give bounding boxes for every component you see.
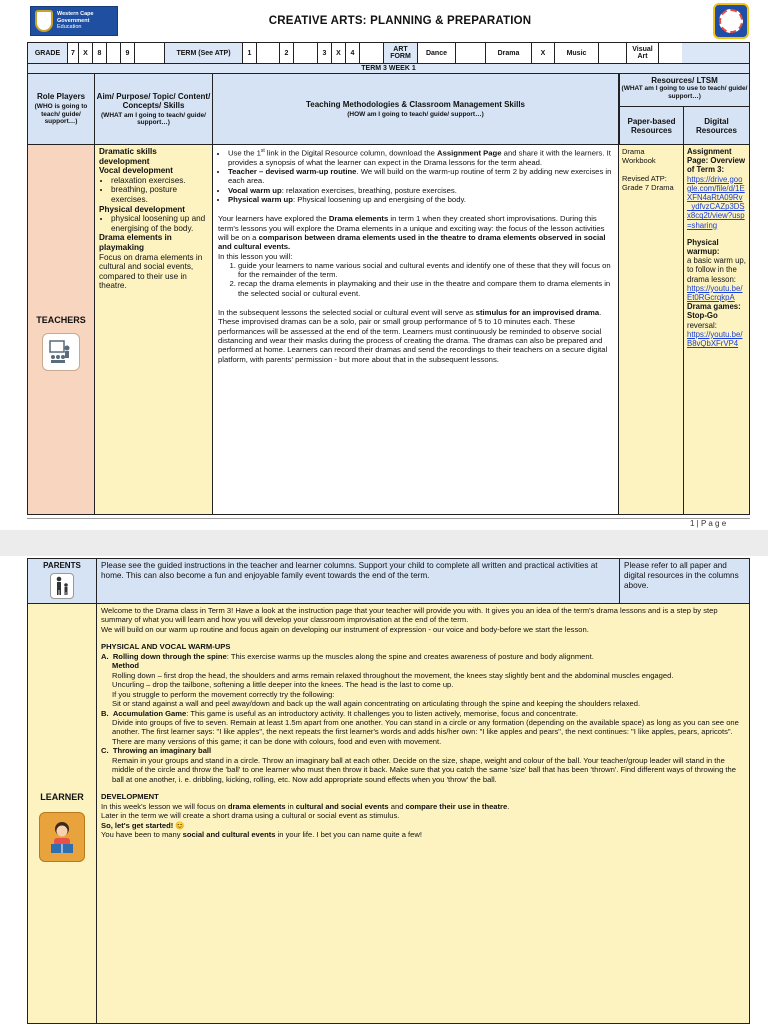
- aim-title: Aim/ Purpose/ Topic/ Content/ Concepts/ Skills: [96, 91, 211, 110]
- term-label: TERM (See ATP): [165, 43, 243, 63]
- development-line-1: In this week's lesson we will focus on drama elements in cultural and social events and compare their use in theatre.: [101, 801, 510, 811]
- physical-list: [111, 214, 208, 233]
- grade-9-mark: [135, 43, 165, 63]
- logo-line-1: Western Cape: [57, 11, 94, 18]
- methodology-sub: (HOW am I going to teach/ guide/ support…): [347, 110, 484, 118]
- paper-resources-cell: [619, 145, 684, 515]
- art-form-dance: Dance: [418, 43, 456, 63]
- methodology-content-cell: [213, 145, 619, 515]
- western-cape-logo: [30, 6, 118, 36]
- document-title: CREATIVE ARTS: PLANNING & PREPARATION: [268, 15, 532, 27]
- list-item: • Teacher – devised warm-up routine. We will build on the warm-up routine of term 2 by adding new exercises in each area.: [228, 167, 613, 186]
- art-form-drama-mark: X: [532, 43, 555, 63]
- term-4-mark: [360, 43, 384, 63]
- term-4: 4: [346, 43, 360, 63]
- art-form-music: Music: [555, 43, 599, 63]
- art-form-visual-art-mark: [659, 43, 682, 63]
- learner-instructions: [97, 604, 750, 1024]
- term-3-mark: X: [332, 43, 346, 63]
- parents-label: PARENTS: [43, 561, 81, 570]
- logo-line-3: Education: [57, 24, 82, 31]
- term-1: 1: [243, 43, 257, 63]
- methodology-title: Teaching Methodologies & Classroom Management Skills: [305, 99, 525, 109]
- methodology-paragraph-1: Your learners have explored the Drama elements in term 1 when they created short improvisations. During this term's lessons you will explore the Drama elements in a unique and exciting way: the focus of the lesson activities will be on a comparison between drama elements used in the theatre to drama elements observed in social and cultural events.: [218, 214, 606, 252]
- grade-7-mark: X: [79, 43, 93, 63]
- art-form-drama: Drama: [486, 43, 532, 63]
- method-line: Uncurling – drop the tailbone, softening a little deeper into the knees. The head is the last to come up.: [112, 680, 454, 690]
- teachers-role-cell: [27, 145, 95, 515]
- page-2: [0, 556, 768, 1024]
- grade-8: 8: [93, 43, 107, 63]
- parents-instructions: Please see the guided instructions in the teacher and learner columns. Support your child to complete all written and practical activities at home. This can also become a fun and enjoyable family event towards the end of the term.: [97, 558, 620, 604]
- art-form-music-mark: [599, 43, 627, 63]
- aim-body: Focus on drama elements in cultural and social events, compared to their use in theatre.: [99, 252, 203, 291]
- crest-icon: [35, 10, 53, 32]
- page-gap: [0, 530, 768, 556]
- reading-learner-icon: [39, 812, 85, 862]
- aim-sub: (WHAT am I going to teach/ guide/ support…): [101, 111, 206, 126]
- methodology-bullets: [228, 147, 613, 204]
- game-line: There are many versions of this game; it can be done with colours, food and even with movement.: [112, 736, 442, 746]
- paper-resource-atp: Revised ATP: Grade 7 Drama: [622, 174, 674, 192]
- resources-header: [619, 74, 750, 107]
- role-players-header: [27, 74, 95, 145]
- games-video-link[interactable]: https://youtu.be/B8vQbXFrVP4: [687, 329, 743, 349]
- term-2: 2: [280, 43, 294, 63]
- list-item: • Vocal warm up: relaxation exercises, breathing, posture exercises.: [228, 186, 613, 195]
- method-heading: Method: [112, 661, 139, 671]
- digital-resources-header: Digital Resources: [684, 107, 750, 145]
- warmup-video-link[interactable]: https://youtu.be/Et0RGcrqkpA: [687, 283, 743, 303]
- game-line: Divide into groups of five to seven. Remain at least 1.5m apart from one another. You can stand in a circle or any formation (depending on the available space) as long as you can see one another. The first learner says: "I like apples", the next repeats the first learner's words and adds his/her own: "I like apples and pears", the next continues: "I like apples, pears, apricots".: [112, 717, 739, 737]
- grade-9: 9: [121, 43, 135, 63]
- learner-label: LEARNER: [40, 792, 84, 802]
- aim-heading-dramatic-skills: Dramatic skills development: [99, 147, 157, 166]
- learner-role-cell: [27, 604, 97, 1024]
- parents-resources: Please refer to all paper and digital resources in the columns above.: [620, 558, 750, 604]
- parents-role-cell: [27, 558, 97, 604]
- art-form-dance-mark: [456, 43, 486, 63]
- digital-games-heading: Drama games: Stop-Go: [687, 302, 741, 321]
- parent-child-icon: [50, 573, 74, 599]
- aim-content-cell: [95, 145, 213, 515]
- warmup-c: C. Throwing an imaginary ball: [101, 746, 212, 756]
- methodology-paragraph-2: In the subsequent lessons the selected social or cultural event will serve as stimulus for an improvised drama. These improvised dramas can be a solo, pair or small group performance of 5 to 10 minutes each. These performances will be assessed at the end of the term. Learners must continuously be reminded to observe social distancing and wear their masks during the process of creating the drama. The dramas can also be prepared and performed at home. Learners can record their dramas and send the recordings to their teachers on a secure digital platform, with parents' permission - but more about that in the subsequent lessons.: [218, 308, 608, 364]
- list-item: • Physical warm up: Physical loosening up and energising of the body.: [228, 195, 613, 204]
- resources-sub: (WHAT am I going to use to teach/ guide/ support…): [621, 85, 748, 100]
- list-item: 2. recap the drama elements in playmaking and their use in the theatre and compare them to drama elements in the selected social or cultural event.: [238, 279, 613, 298]
- methodology-header: [213, 74, 619, 145]
- role-players-sub: (WHO is going to teach/ guide/ support…): [34, 103, 88, 126]
- list-item: 1. guide your learners to name various social and cultural events and identify one of these that they will focus on for the remainder of the term.: [238, 261, 613, 280]
- digital-resources-cell: [684, 145, 750, 515]
- grade-label: GRADE: [28, 43, 68, 63]
- teacher-board-icon: [42, 333, 80, 371]
- lesson-steps: [238, 261, 613, 298]
- method-line: Rolling down – first drop the head, the shoulders and arms remain relaxed throughout the movement, the knees stay slightly bent and the abdominal muscles engaged.: [112, 670, 674, 680]
- list-item: • relaxation exercises.: [111, 176, 208, 186]
- header-row: [27, 42, 750, 64]
- warmups-heading: PHYSICAL AND VOCAL WARM-UPS: [101, 642, 231, 652]
- warmup-b: B. Accumulation Game: This game is useful as an introductory activity. It challenges you to listen actively, memorise, focus and concentrate.: [101, 708, 578, 718]
- term-2-mark: [294, 43, 318, 63]
- learner-intro-2: We will build on our warm up routine and focus again on developing our instrument of expression - our voice and body-before we start the lesson.: [101, 624, 589, 634]
- aim-header: [95, 74, 213, 145]
- term-1-mark: [257, 43, 280, 63]
- footer-divider: [27, 518, 750, 519]
- aim-heading-physical: Physical development: [99, 204, 186, 214]
- method-line: If you struggle to perform the movement correctly try the following:: [112, 689, 335, 699]
- learner-intro-1: Welcome to the Drama class in Term 3! Have a look at the instruction page that your teacher will provide you with. It gives you an idea of the term's drama lessons and is a step by step summary of what you will learn and how you will develop your classroom improvisation at the end of the term.: [101, 606, 718, 625]
- development-line-2: Later in the term we will create a short drama using a cultural or social event as stimulus.: [101, 811, 400, 821]
- quality-learning-logo: [713, 3, 749, 39]
- digital-warmup-heading: Physical warmup:: [687, 237, 720, 257]
- term-3: 3: [318, 43, 332, 63]
- assignment-page-link[interactable]: https://drive.google.com/file/d/1EXFN4aRtA09Rv_ydfvzCAZp3DSx8cq2t/view?usp=sharing: [687, 174, 745, 230]
- development-heading: DEVELOPMENT: [101, 792, 159, 802]
- aim-heading-drama-elements: Drama elements in playmaking: [99, 233, 172, 252]
- aim-heading-vocal: Vocal development: [99, 166, 174, 176]
- role-players-title: Role Players: [36, 92, 86, 102]
- grade-8-mark: [107, 43, 121, 63]
- grade-7: 7: [68, 43, 79, 63]
- paper-resource-workbook: Drama Workbook: [622, 147, 656, 165]
- digital-warmup-text: a basic warm up, to follow in the drama lesson:: [687, 256, 746, 284]
- method-line: Sit or stand against a wall and peel away/down and back up the wall again concentrating on articulating through the spine and keeping the shoulders relaxed.: [112, 699, 641, 709]
- list-item: • physical loosening up and energising of the body.: [111, 214, 208, 233]
- development-line-4: You have been to many social and cultural events in your life. I bet you can name quite a few!: [101, 829, 422, 839]
- logo-line-2: Government: [57, 17, 90, 24]
- teachers-label: TEACHERS: [36, 315, 86, 325]
- art-form-visual-art: Visual Art: [627, 43, 659, 63]
- digital-games-text: reversal:: [687, 320, 717, 330]
- page-number: 1 | P a g e: [690, 519, 727, 528]
- list-item: • Use the 1st link in the Digital Resource column, download the Assignment Page and share it with the learners. It provides a synopsis of what the learner can expect in the Drama lessons for the term ahead.: [228, 147, 613, 167]
- term-week-banner: TERM 3 WEEK 1: [27, 64, 750, 74]
- resources-title: Resources/ LTSM: [651, 76, 718, 85]
- vocal-list: [111, 176, 208, 205]
- paper-resources-header: Paper-based Resources: [619, 107, 684, 145]
- list-item: • breathing, posture exercises.: [111, 185, 208, 204]
- methodology-lesson-intro: In this lesson you will:: [218, 251, 293, 261]
- ball-line: Remain in your groups and stand in a circle. Throw an imaginary ball at each other. Decide on the size, shape, weight and colour of the ball. Your teacher/group leader will stand in the middle of the circle and throw the 'ball' to one learner who must then throw it back. Make sure that you catch the same 'size' ball that has been 'thrown'. Find different ways of throwing the ball at one another, i. e. dribbling, kicking, rolling, etc. Now add appropriate sound effects when you 'throw' the ball.: [112, 755, 736, 784]
- digital-assignment-heading: Assignment Page: Overview of Term 3:: [687, 147, 746, 175]
- development-line-3: So, let's get started! 😊: [101, 820, 185, 830]
- art-form-label: ART FORM: [384, 43, 418, 63]
- warmup-a: A. Rolling down through the spine: This exercise warms up the muscles along the spine and creates awareness of posture and body alignment.: [101, 651, 594, 661]
